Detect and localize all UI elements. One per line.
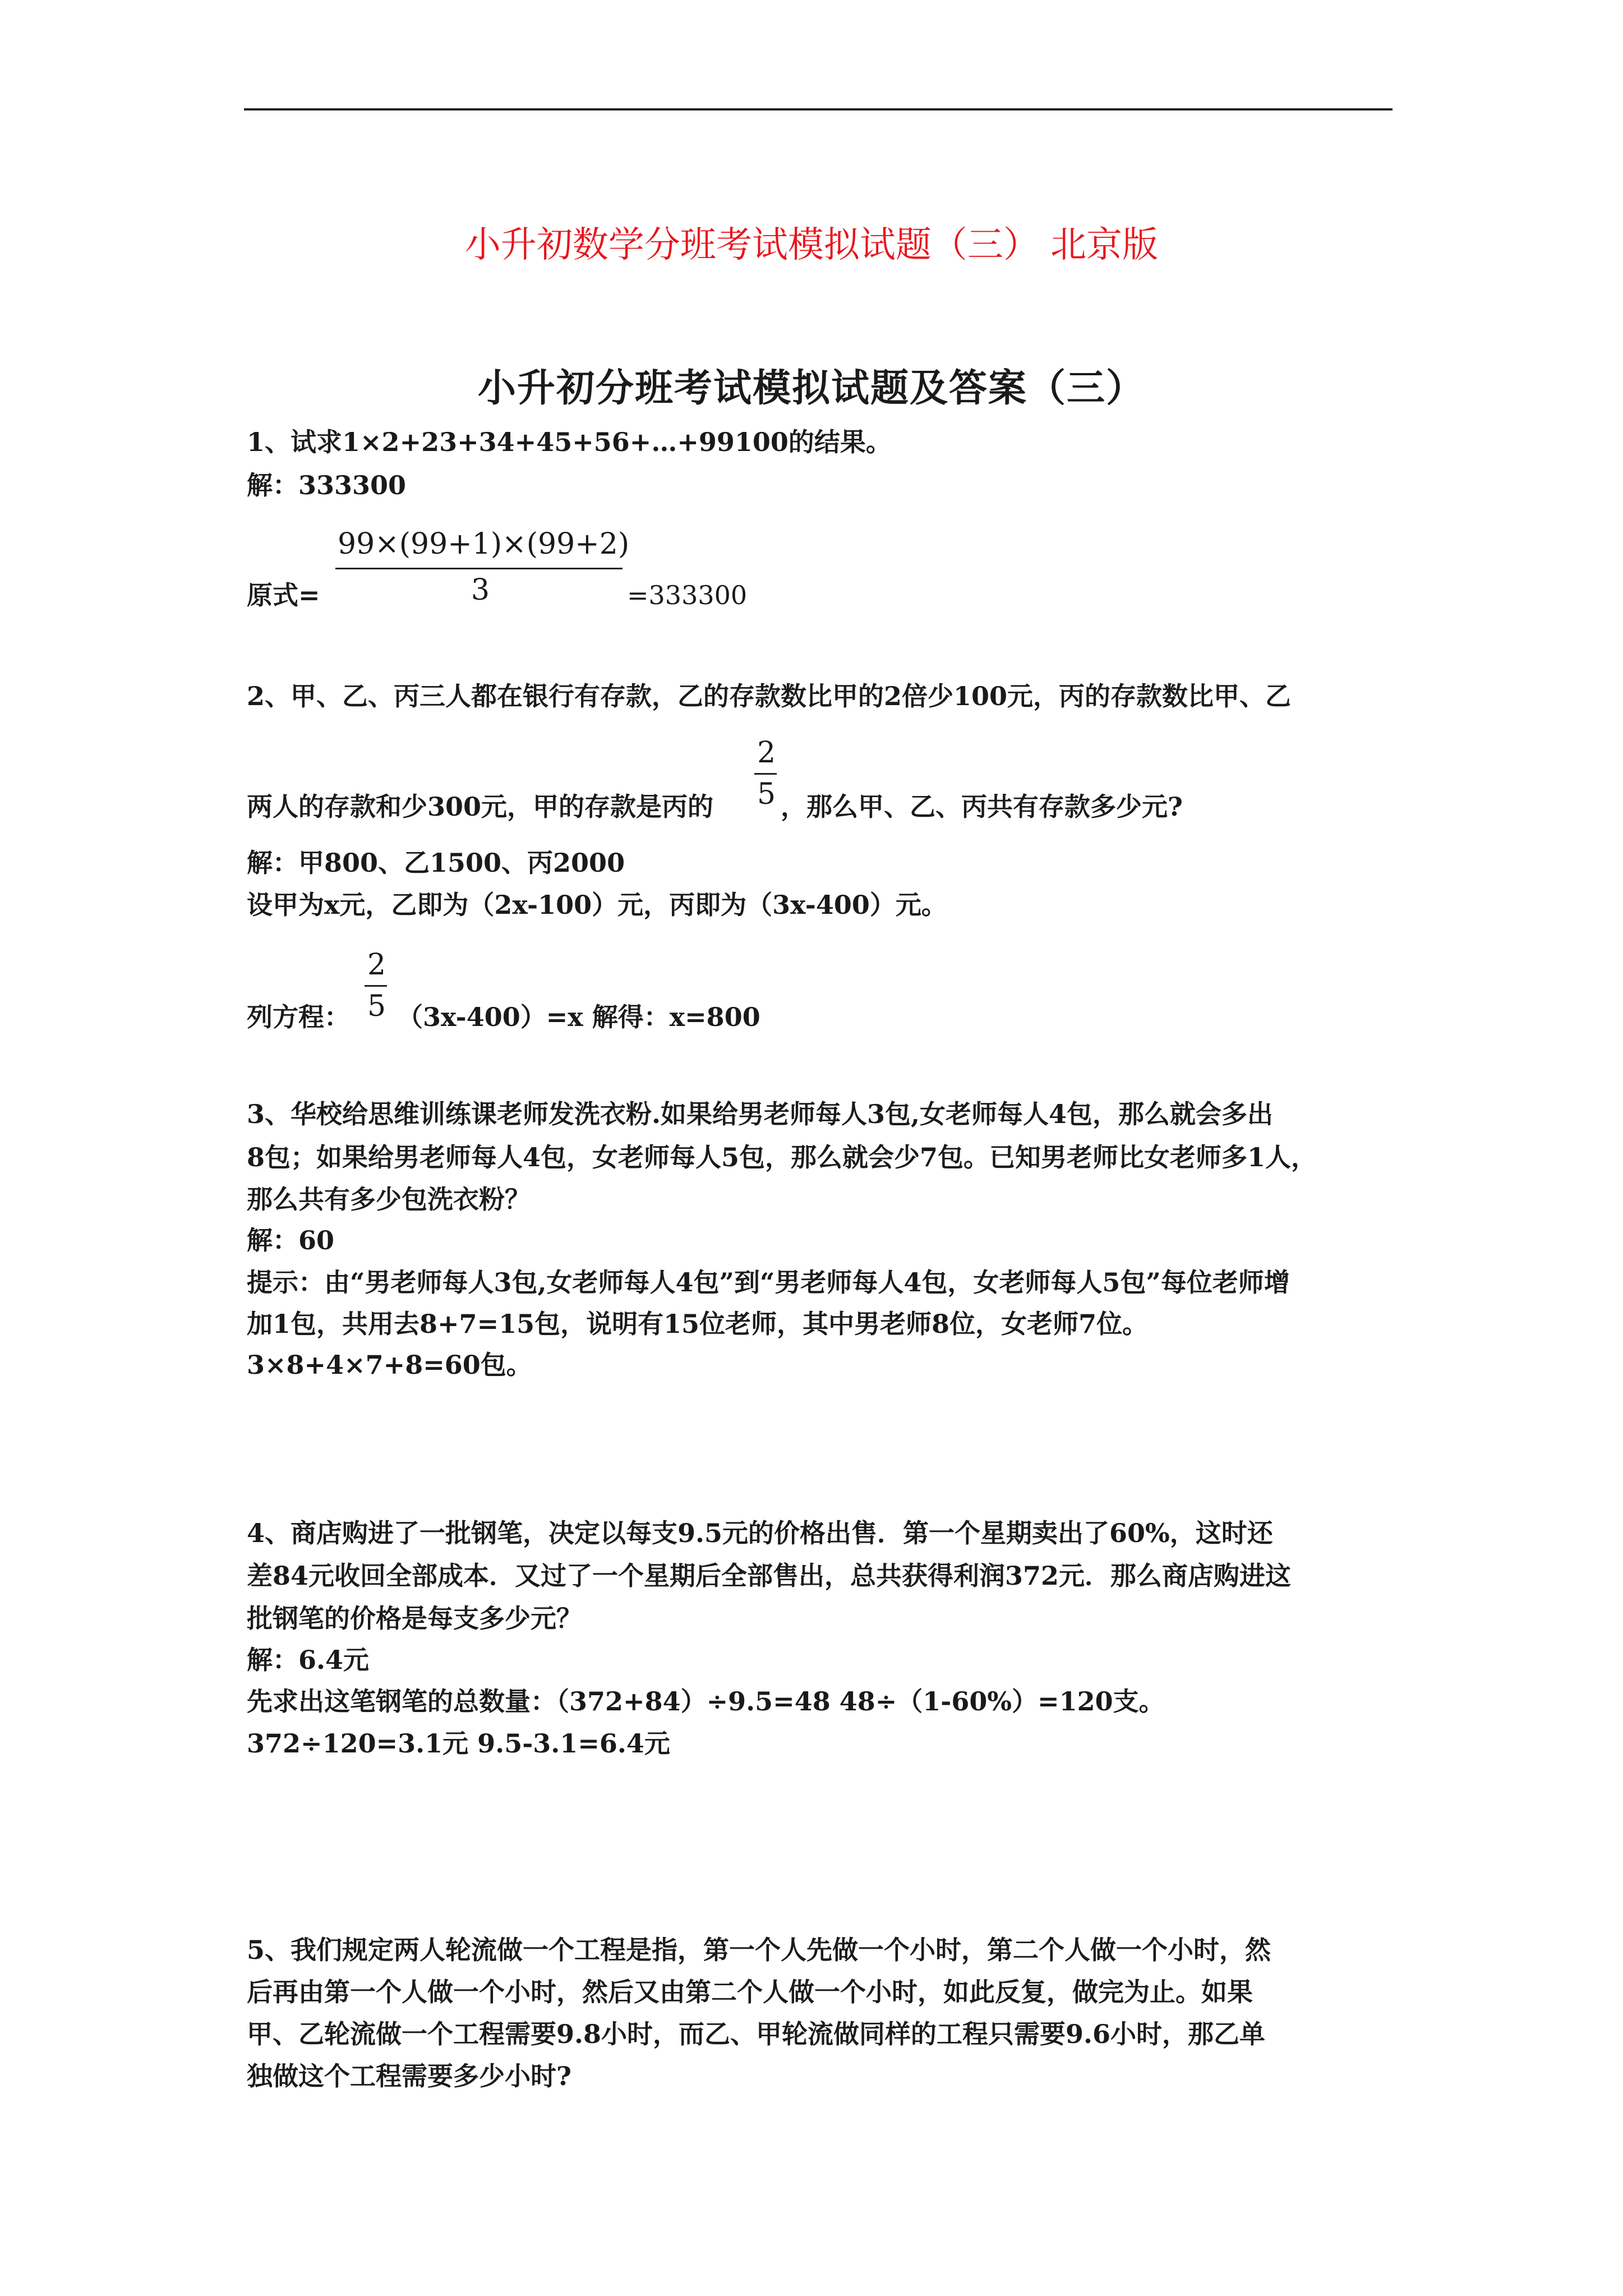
q5-line4: 独做这个工程需要多少小时?: [247, 2061, 571, 2091]
q2-fraction-numerator: 2: [757, 736, 776, 770]
q4-line2: 差84元收回全部成本．又过了一个星期后全部售出，总共获得利润372元．那么商店购进这: [247, 1561, 1292, 1591]
q5-line3: 甲、乙轮流做一个工程需要9.8小时，而乙、甲轮流做同样的工程只需要9.6小时，那乙单: [247, 2019, 1266, 2049]
q4-step1: 先求出这笔钢笔的总数量：（372+84）÷9.5=48 48÷（1-60%）=120支。: [247, 1686, 1165, 1717]
q2-line2-end: ，那么甲、乙、丙共有存款多少元?: [781, 792, 1183, 822]
section-title: 小升初分班考试模拟试题及答案（三）: [477, 366, 1145, 411]
q5-line2: 后再由第一个人做一个小时，然后又由第二个人做一个小时，如此反复，做完为止。如果: [247, 1977, 1253, 2007]
q2-eq-fraction-bar: [365, 985, 387, 987]
q2-eq-fraction-numerator: 2: [367, 948, 386, 982]
q3-hint2: 加1包，共用去8+7=15包，说明有15位老师，其中男老师8位，女老师7位。: [247, 1309, 1149, 1339]
q2-answer: 解：甲800、乙1500、丙2000: [247, 848, 625, 878]
q1-formula-prefix: 原式=: [247, 580, 320, 610]
q2-eq-rest: （3x-400）=x 解得：x=800: [397, 1002, 760, 1032]
q3-answer: 解：60: [247, 1225, 335, 1255]
q2-eq-fraction-denominator: 5: [367, 990, 386, 1023]
q3-line3: 那么共有多少包洗衣粉？: [247, 1184, 531, 1214]
q1-formula-denominator: 3: [471, 573, 490, 607]
q1-question: 1、试求1×2+23+34+45+56+…+99100的结果。: [247, 427, 892, 457]
q1-fraction-bar: [335, 568, 623, 569]
header-rule: [244, 108, 1393, 111]
q2-fraction-denominator: 5: [757, 777, 776, 811]
q3-hint1: 提示：由“男老师每人3包,女老师每人4包”到“男老师每人4包，女老师每人5包”每位老师增: [247, 1267, 1290, 1297]
q3-hint3: 3×8+4×7+8=60包。: [247, 1350, 532, 1380]
q4-line3: 批钢笔的价格是每支多少元？: [247, 1603, 582, 1634]
q2-line1: 2、甲、乙、丙三人都在银行有存款，乙的存款数比甲的2倍少100元，丙的存款数比甲、乙: [247, 681, 1292, 711]
q3-line1: 3、华校给思维训练课老师发洗衣粉.如果给男老师每人3包,女老师每人4包，那么就会多出: [247, 1099, 1274, 1129]
q1-formula-numerator: 99×(99+1)×(99+2): [338, 527, 630, 561]
q4-answer: 解：6.4元: [247, 1645, 370, 1675]
q4-step2: 372÷120=3.1元 9.5-3.1=6.4元: [247, 1728, 670, 1759]
q2-step: 设甲为x元，乙即为（2x-100）元，丙即为（3x-400）元。: [247, 890, 947, 920]
q2-eq-prefix: 列方程：: [247, 1002, 350, 1032]
q3-line2: 8包；如果给男老师每人4包，女老师每人5包，那么就会少7包。已知男老师比女老师多1人，: [247, 1142, 1317, 1172]
q1-answer: 解：333300: [247, 470, 407, 500]
q4-line1: 4、商店购进了一批钢笔，决定以每支9.5元的价格出售．第一个星期卖出了60%，这时还: [247, 1518, 1273, 1548]
q5-line1: 5、我们规定两人轮流做一个工程是指，第一个人先做一个小时，第二个人做一个小时，然: [247, 1935, 1271, 1965]
q1-formula-result: =333300: [627, 580, 748, 610]
document-title: 小升初数学分班考试模拟试题（三） 北京版: [464, 224, 1159, 266]
q2-line2-start: 两人的存款和少300元，甲的存款是丙的: [247, 792, 714, 822]
q2-fraction-bar: [754, 773, 777, 775]
